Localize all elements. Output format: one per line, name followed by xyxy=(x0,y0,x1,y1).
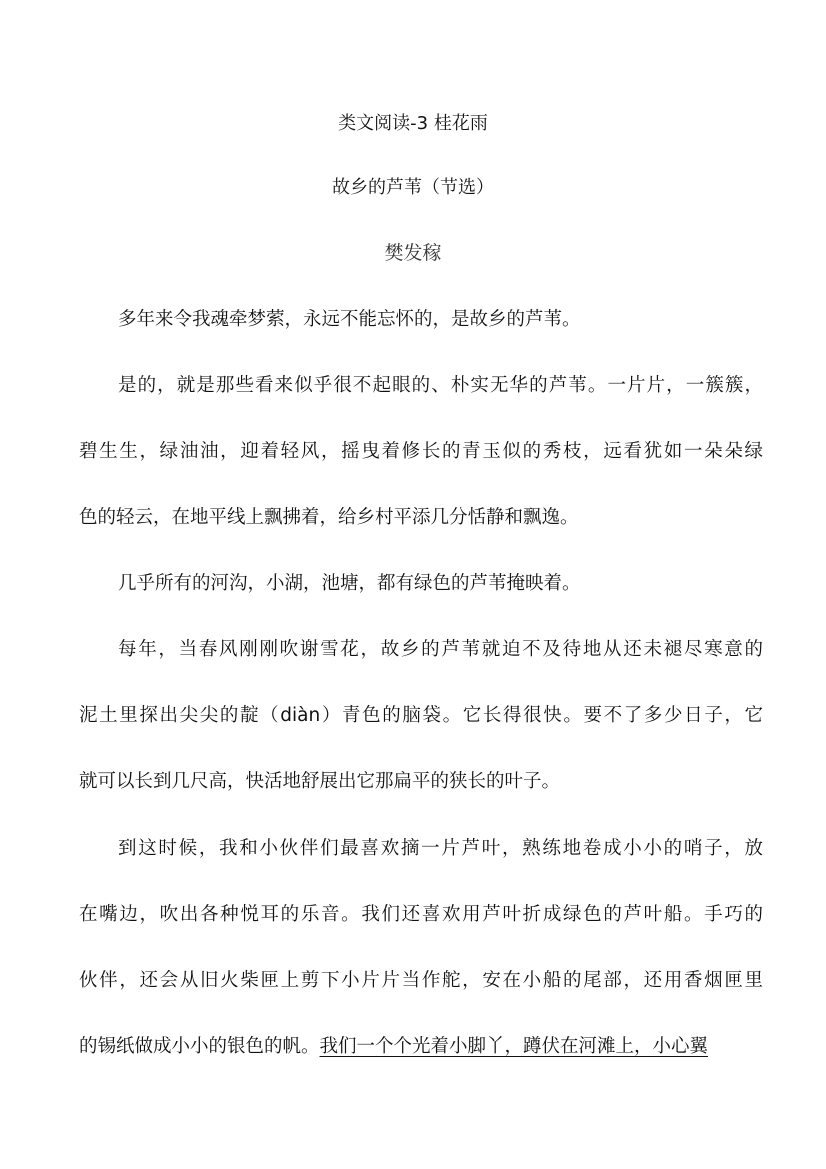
text-line: 多年来令我魂牵梦萦，永远不能忘怀的，是故乡的芦苇。 xyxy=(118,309,581,330)
text-line: 在嘴边，吹出各种悦耳的乐音。我们还喜欢用芦叶折成绿色的芦叶船。手巧的 xyxy=(79,904,763,925)
underlined-text: 我们一个个光着小脚丫，蹲伏在河滩上，小心翼 xyxy=(319,1036,709,1057)
text-line: 几乎所有的河沟，小湖，池塘，都有绿色的芦苇掩映着。 xyxy=(118,573,581,594)
text-line: 每年，当春风刚刚吹谢雪花，故乡的芦苇就迫不及待地从还未褪尽寒意的 xyxy=(118,639,763,660)
text-line: 泥土里探出尖尖的靛（diàn）青色的脑袋。它长得很快。要不了多少日子，它 xyxy=(79,705,763,726)
text-line: 伙伴，还会从旧火柴匣上剪下小片片当作舵，安在小船的尾部，还用香烟匣里 xyxy=(79,970,763,991)
doc-title: 类文阅读-3 桂花雨 xyxy=(338,113,488,134)
text-line: 碧生生，绿油油，迎着轻风，摇曳着修长的青玉似的秀枝，远看犹如一朵朵绿 xyxy=(79,441,763,462)
text-segment: 的锡纸做成小小的银色的帆。 xyxy=(79,1036,320,1057)
article-title: 故乡的芦苇（节选） xyxy=(332,177,494,198)
text-line: 色的轻云，在地平线上飘拂着，给乡村平添几分恬静和飘逸。 xyxy=(79,507,579,528)
text-line: 是的，就是那些看来似乎很不起眼的、朴实无华的芦苇。一片片，一簇簇， xyxy=(118,375,763,396)
text-line: 到这时候，我和小伙伴们最喜欢摘一片芦叶，熟练地卷成小小的哨子，放 xyxy=(118,838,763,859)
text-line: 就可以长到几尺高，快活地舒展出它那扁平的狭长的叶子。 xyxy=(79,771,561,792)
author: 樊发稼 xyxy=(384,242,442,264)
text-line xyxy=(79,1035,763,1059)
